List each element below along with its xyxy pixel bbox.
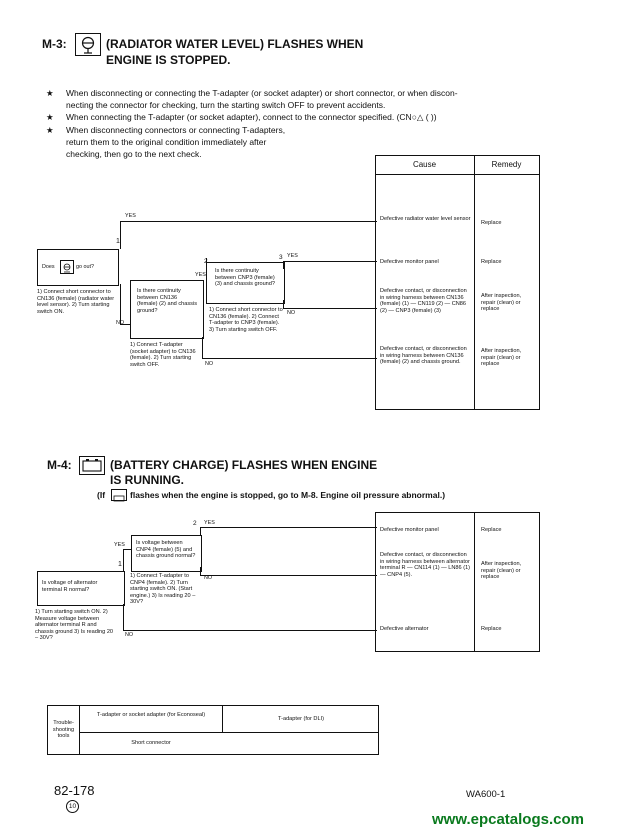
m3-question-2: Is there continuity between CN136 (female) (2) and chassis ground?	[130, 280, 204, 339]
note-star-icon: ★	[46, 88, 54, 98]
tools-label: Trouble-shooting tools	[52, 720, 75, 740]
yes-label: YES	[125, 213, 136, 219]
yes-label: YES	[114, 542, 125, 548]
note-star-icon: ★	[46, 125, 54, 135]
no-label: NO	[125, 632, 134, 638]
page-number: 82-178	[54, 783, 95, 798]
remedy-text: Replace	[481, 220, 502, 226]
m3-q1-prefix: Does	[42, 264, 55, 270]
m3-q2-steps: 1) Connect T-adapter (socket adapter) to CN136 (female). 2) Turn starting switch OFF.	[130, 342, 196, 368]
step-number: 1	[116, 238, 120, 245]
step-number: 3	[279, 254, 283, 261]
note-star-icon: ★	[46, 112, 54, 122]
tools-cell: Short connector	[131, 740, 171, 746]
watermark: www.epcatalogs.com	[432, 811, 584, 828]
cause-header: Cause	[412, 160, 437, 169]
m3-q1-steps: 1) Connect short connector to CN136 (female) (radiator water level sensor). 2) Turn starting switch ON.	[37, 289, 115, 315]
m4-subtitle-prefix: (If	[97, 490, 106, 500]
m3-note: necting the connector for checking, turn the starting switch OFF to prevent accidents.	[66, 100, 386, 110]
m3-note: When connecting the T-adapter (or socket adapter), connect to the connector specified. (CN○△ ( ))	[66, 112, 437, 122]
remedy-text: Replace	[481, 626, 502, 632]
m3-title-line2: ENGINE IS STOPPED.	[106, 53, 231, 67]
step-number: 2	[204, 258, 208, 265]
cause-text: Defective contact, or disconnection in wiring harness between CN136 (female) (2) and chassis ground.	[380, 346, 467, 366]
cause-text: Defective contact, or disconnection in wiring harness between alternator terminal R — CN114 (1) — LN86 (1) — CNP4 (5).	[380, 552, 471, 578]
tools-cell: T-adapter (for DLI)	[277, 716, 324, 722]
yes-label: YES	[287, 253, 298, 259]
step-number: 1	[118, 561, 122, 568]
cause-text: Defective monitor panel	[380, 527, 439, 533]
m3-note: When disconnecting connectors or connecting T-adapters,	[66, 125, 286, 135]
remedy-text: After inspection, repair (clean) or replace	[481, 561, 522, 581]
m3-question-1	[37, 249, 119, 286]
remedy-text: After inspection, repair (clean) or replace	[481, 293, 522, 313]
remedy-header: Remedy	[491, 160, 522, 169]
cause-text: Defective contact, or disconnection in wiring harness between CN136 (female) (1) — CN119 (2) — CN86 (2) — CNP3 (female) (3)	[380, 288, 467, 314]
no-label: NO	[287, 310, 296, 316]
m4-question-1: Is voltage of alternator terminal R normal?	[37, 571, 125, 606]
m3-title-line1: (RADIATOR WATER LEVEL) FLASHES WHEN	[106, 37, 364, 51]
m3-cause-remedy-frame	[375, 155, 540, 410]
remedy-text: After inspection, repair (clean) or replace	[481, 348, 522, 368]
no-label: NO	[204, 575, 213, 581]
m3-note: When disconnecting or connecting the T-adapter (or socket adapter) or short connector, or when discon-	[66, 88, 458, 98]
m4-title-line2: IS RUNNING.	[110, 473, 185, 487]
m4-subtitle: flashes when the engine is stopped, go to M-8. Engine oil pressure abnormal.)	[130, 490, 446, 500]
cause-text: Defective monitor panel	[380, 259, 439, 265]
remedy-text: Replace	[481, 527, 502, 533]
m3-note: checking, then go to the next check.	[66, 149, 202, 159]
yes-label: YES	[204, 520, 215, 526]
no-label: NO	[116, 320, 125, 326]
cause-text: Defective alternator	[380, 626, 429, 632]
yes-label: YES	[195, 272, 206, 278]
radiator-water-level-icon	[75, 33, 101, 56]
m3-q3-steps: 1) Connect short connector to CN136 (female). 2) Connect T-adapter to CNP3 (female). 3) Turn starting switch OFF.	[209, 307, 283, 333]
radiator-water-level-icon	[60, 260, 74, 274]
model-number: WA600-1	[466, 789, 506, 800]
m3-note: return them to the original condition immediately after	[66, 137, 267, 147]
m3-question-3: Is there continuity between CNP3 (female) (3) and chassis ground?	[206, 262, 285, 304]
revision-badge: 10	[66, 800, 79, 813]
tools-cell: T-adapter or socket adapter (for Econoseal)	[96, 712, 206, 718]
m3-code: M-3:	[42, 37, 67, 51]
cause-text: Defective radiator water level sensor	[380, 216, 471, 222]
no-label: NO	[205, 361, 214, 367]
remedy-text: Replace	[481, 259, 502, 265]
m4-question-2: Is voltage between CNP4 (female) (5) and chassis ground normal?	[131, 535, 202, 572]
battery-icon	[111, 489, 127, 501]
m4-title-line1: (BATTERY CHARGE) FLASHES WHEN ENGINE	[110, 458, 378, 472]
step-number: 2	[193, 520, 197, 527]
m4-q2-steps: 1) Connect T-adapter to CNP4 (female). 2) Turn starting switch ON. (Start engine.) 3) Is reading 20 – 30V?	[130, 573, 196, 606]
m4-q1-steps: 1) Turn starting switch ON. 2) Measure voltage between alternator terminal R and chassis ground 3) Is reading 20 – 30V?	[35, 609, 114, 642]
battery-icon	[79, 456, 105, 475]
m4-code: M-4:	[47, 458, 72, 472]
m3-q1-suffix: go out?	[76, 264, 94, 270]
